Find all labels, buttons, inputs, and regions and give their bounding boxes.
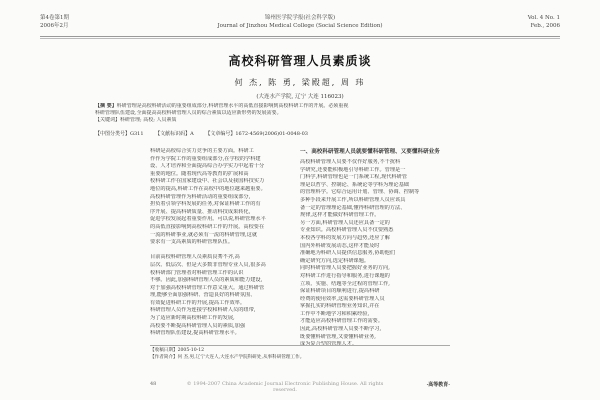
clc-number: 【中图分类号】G311 xyxy=(95,131,144,137)
body-line: 目前高校科研管理人员素质良莠不齐,高 xyxy=(150,254,240,261)
body-line: 序开展、提高科研质量、推动科技成果转化, xyxy=(150,208,251,215)
issue-info xyxy=(40,14,69,30)
article-authors: 何 杰, 陈 勇, 梁殿超, 周 玮 xyxy=(234,78,366,87)
body-line: 科研管理队伍建设,提高科研管理水平。 xyxy=(150,330,240,337)
body-line: 高校科研管理作为科研活动的重要组成部分, xyxy=(150,193,251,200)
journal-name-cn: 锦州医学院学报(社会科学版) xyxy=(264,15,336,21)
body-line: 同时科研管理人员要把握好业务的方向, xyxy=(300,265,390,272)
body-line: 一流的科研事业,就必须有一流的科研管理,这就 xyxy=(150,231,258,238)
body-line: 高校要不断提高科研管理人员的素质,加强 xyxy=(150,322,246,329)
body-line: 不够。因此,加强科研管理人员的素质和能力建设, xyxy=(150,277,263,284)
body-line: 的高低直接影响到高校科研工作的开展。高校要在 xyxy=(150,223,265,230)
body-line: 保证科研项目的顺利进行,提高科研 xyxy=(300,288,380,295)
body-line: 掌握扎实的科研管理业务知识,并在 xyxy=(300,303,380,310)
body-line: 经费的使用效率,这需要科研管理人员 xyxy=(300,295,385,302)
body-line: 有效促进科研工作的开展,提高工作效率。 xyxy=(150,299,246,306)
abstract-line: 【摘 要】科研管理是高校科研活动的重要组成部分,科研管理水平的高低直接影响到高校科研工作的开展。必须重视 xyxy=(95,103,349,109)
body-line: 备一定的管理理论基础,懂得科研管理的方法、 xyxy=(300,204,406,211)
body-line: 立项、实施、结题等全过程的管理工作, xyxy=(300,280,390,287)
body-line: 设、人才培养和全面提高综合办学实力中起着十分 xyxy=(150,163,265,170)
body-line: 因此,高校科研管理人员要不断学习, xyxy=(300,326,382,333)
body-line: 要求有一支高素质的科研管理队伍。 xyxy=(150,239,234,246)
right-text-column xyxy=(300,148,450,349)
issue-info-en xyxy=(528,14,560,30)
abstract-label: 【摘 要】 xyxy=(95,103,117,109)
body-line: 对于加强高校科研管理工作意义重大。通过科研管 xyxy=(150,284,265,291)
header-rule-secondary xyxy=(40,38,560,39)
journal-name xyxy=(160,14,440,30)
body-line: 准确地为科研人员提供信息服务,协助他们 xyxy=(300,250,396,257)
body-line: 门科学,科研管理也是一门系统工程,现代科研管 xyxy=(300,174,408,181)
body-line: 理,能够全面加强科研、营造良好的科研氛围、 xyxy=(150,292,256,299)
body-line: 层次、低层次、但是大多数非管理专业人员,很多高 xyxy=(150,261,266,268)
body-line: 理是以哲学、控制论、系统论等学科为理论基础 xyxy=(300,181,409,188)
section-brand: ·高等教育· xyxy=(426,382,450,388)
journal-name-en: Journal of Jinzhou Medical College (Social Science Edition) xyxy=(217,23,383,29)
body-line: 的管理科学。它综合运用计划、管理、协调、控制等 xyxy=(300,189,420,196)
left-text-column xyxy=(150,148,290,338)
body-line: 国内外科研发展动态,这样才能及时 xyxy=(300,242,380,249)
article-affiliation: (大连水产学院, 辽宁 大连 116023) xyxy=(256,94,344,100)
body-line: 专业知识。高校科研管理人员不仅要熟悉 xyxy=(300,227,394,234)
body-line: 才能适应高校科研管理工作的需要。 xyxy=(300,318,384,325)
body-line: 地位的提高,科研工作在高校中的地位越来越重要。 xyxy=(150,185,266,192)
keywords-line: 【关键词】科研管理; 高校; 人员素质 xyxy=(95,117,177,123)
document-code: 【文献标识码】A xyxy=(155,131,194,137)
body-line: 本校各学科的发展方向与趋势,还应了解 xyxy=(300,234,390,241)
body-line: 作作为学院工作的重要组成部分,在学校的学科建 xyxy=(150,155,261,162)
body-line: 高校科研管理人员要不仅作好服务,不干扰科 xyxy=(300,159,401,165)
body-line: 多种手段来开展工作,所以科研管理人员应该具 xyxy=(300,196,406,203)
body-line: 为了适应新时期高校科研工作的发展, xyxy=(150,315,235,322)
body-line: 促进学校发展起着重要作用。可以说,科研管理水平 xyxy=(150,216,266,223)
body-line: 校科研工作在国家建设中、社会以及我国科技实力 xyxy=(150,178,265,185)
volume-issue: 第4卷第1期 xyxy=(40,15,69,21)
body-line: 校科研部门管理者对科研管理工作的认识 xyxy=(150,269,244,276)
page-number: 48 xyxy=(150,381,157,387)
header-rule xyxy=(40,36,560,37)
body-line: 工作中不断地学习和积累经验, xyxy=(300,310,370,317)
abstract-line: 科研管理队伍建设,全面提高高校科研管理人员的综合素质以适应新形势的发展需要。 xyxy=(95,110,282,116)
section-heading: 一、高校科研管理人员就要懂科研管理、又要懂科研业务 xyxy=(300,149,440,155)
body-line: 另一方面,科研管理人员还应具备一定的 xyxy=(300,219,390,226)
body-line: 既要懂科研管理,又要懂科研业务, xyxy=(300,333,376,340)
body-line: 科研是高校综合实力竞争的主要方面。科研工 xyxy=(150,148,254,154)
body-line: 确定研究方向,选定科研课题。 xyxy=(300,257,370,264)
article-title: 高校科研管理人员素质谈 xyxy=(228,54,372,68)
classification-row xyxy=(95,130,318,137)
copyright-notice: © 1994-2007 China Academic Journal Electronic Publishing House. All rights reserved. xyxy=(186,381,384,393)
volume-issue-en: Vol. 4 No. 1 xyxy=(527,15,560,21)
abstract-block xyxy=(95,103,505,124)
article-number: 【文章编号】1672-4569(2006)01-0048-03 xyxy=(205,131,308,137)
body-line-spacer xyxy=(150,247,290,255)
running-header xyxy=(40,14,560,36)
body-line: 担负着引领学科发展的任务,对保证科研工作的有 xyxy=(150,201,261,208)
body-line: 学研究,还要能积极地引导科研工作。管理是一 xyxy=(300,166,406,173)
footnotes xyxy=(150,345,450,361)
body-line: 科研管理人员作为连接学校和科研人员的纽带, xyxy=(150,307,256,314)
publication-date: 2006年2月 xyxy=(40,23,69,29)
body-line: 重要的地位。随着现代高等教育的扩展和高 xyxy=(150,170,249,177)
body-line: 对科研工作进行指导和服务,进行课题的 xyxy=(300,272,390,279)
author-bio: 【作者简介】何 杰,男,辽宁大连人,大连水产学院科研处,从事科研管理工作。 xyxy=(150,354,305,360)
publication-date-en: Feb., 2006 xyxy=(530,23,560,29)
received-date: 【收稿日期】2005-10-12 xyxy=(150,348,205,353)
body-line: 成为复合型的管理人才。 xyxy=(300,341,358,348)
body-line: 规律,这样才能做好科研管理工作。 xyxy=(300,212,380,219)
